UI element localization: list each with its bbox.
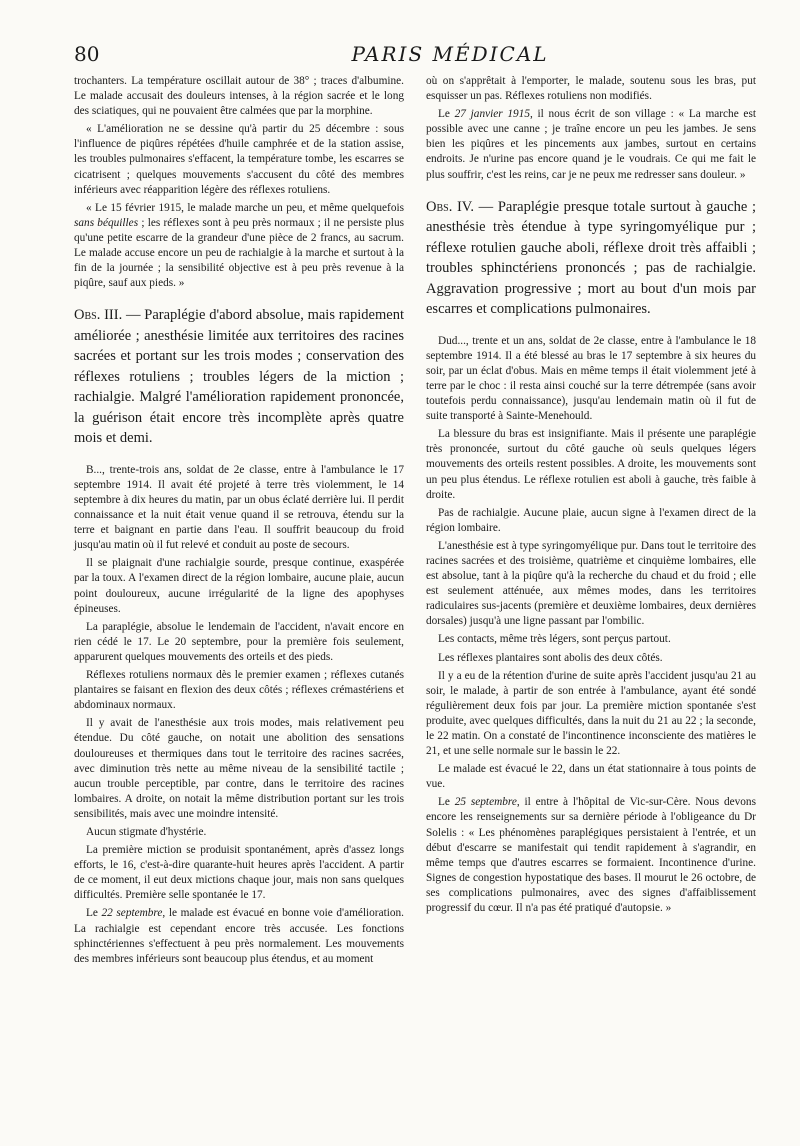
right-column [426, 74, 756, 970]
paragraph: Le 27 janvier 1915, il nous écrit de son village : « La marche est possible avec une canne ; je traîne encore un peu les jambes. Je sens bien les piqûres et les pincements aux jambes, surtout en certains endroits. Je n'urine pas encore quand je le voudrais. Ce qui me fait le plus souffrir, c'est les reins, car je ne peux me redresser sans douleur. » [426, 108, 756, 181]
paragraph: Aucun stigmate d'hystérie. [86, 825, 207, 838]
text-columns [74, 74, 756, 970]
paragraph: Le 22 septembre, le malade est évacué en bonne voie d'amélioration. La rachialgie est cependant encore très accusée. Les fonctions sphinctériennes s'effectuent à peu près normalement. Les mouvements des membres inférieurs sont beaucoup plus étendus, et au moment [74, 907, 404, 965]
paragraph: La blessure du bras est insignifiante. Mais il présente une paraplégie très prononcée, surtout du côté gauche où seuls quelques légers mouvements des orteils restent possibles. A droite, les mouvements sont un peu plus étendus. Le réflexe rotulien est aboli à gauche, très faible à droite. [426, 428, 756, 501]
paragraph: Le malade est évacué le 22, dans un état stationnaire à tous points de vue. [426, 763, 756, 791]
paragraph: Il y a eu de la rétention d'urine de suite après l'accident jusqu'au 21 au soir, le malade, à partir de son entrée à l'ambulance, ayant été sondé régulièrement deux fois par jour. La première miction spontanée s'est produite, avec quelques difficultés, dans la nuit du 21 au 22 ; la seconde, le 22 matin. On a constaté de l'incontinence inconsciente des matières le 21, et une selle normale sur le bassin le 22. [426, 669, 756, 758]
left-column [74, 74, 404, 970]
paragraph: Il se plaignait d'une rachialgie sourde, presque continue, exaspérée par la toux. A l'examen direct de la région lombaire, aucune plaie, aucun point douloureux, aucune irrégularité de la ligne des apophyses épineuses. [74, 557, 404, 615]
paragraph: B..., trente-trois ans, soldat de 2e classe, entre à l'ambulance le 17 septembre 1914. Il avait été projeté à terre très violemment, le 14 septembre à dix heures du matin, par un obus éclaté derrière lui. Il perdit connaissance et la nuit était venue quand il se retrouva, étendu sur la terre et baignant en partie dans l'eau. Il souffrit beaucoup du froid jusqu'au matin où il fut relevé et conduit au poste de secours. [74, 463, 404, 552]
paragraph: Les réflexes plantaires sont abolis des deux côtés. [438, 651, 663, 664]
paragraph: La paraplégie, absolue le lendemain de l'accident, n'avait encore en rien cédé le 17. Le 20 septembre, pour la première fois seulement, apparurent quelques mouvements des orteils et des pieds. [74, 620, 404, 663]
paragraph: Le 25 septembre, il entre à l'hôpital de Vic-sur-Cère. Nous devons encore les renseignements sur sa dernière période à l'obligeance du Dr Solelis : « Les phénomènes paraplégiques persistaient à l'entrée, et un début d'escarre se manifestait qui tendit rapidement à s'agrandir, en même temps que d'autres escarres se formaient. Incontinence d'urine. Signes de congestion hypostatique des bases. Il mourut le 26 octobre, de ses complications pulmonaires, avec des signes d'affaiblissement progressif du cœur. Il n'a pas été pratiqué d'autopsie. » [426, 796, 756, 915]
paragraph: « Le 15 février 1915, le malade marche un peu, et même quelquefois sans béquilles ; les réflexes sont à peu près normaux ; il ne persiste plus qu'une petite escarre de la grandeur d'une pièce de 2 francs, au sacrum. Le malade accuse encore un peu de rachialgie à la marche et surtout à la fin de la journée ; la sensibilité objective est à peu près revenue à la piqûre, sauf aux pieds. » [74, 201, 404, 290]
paragraph: La première miction se produisit spontanément, après d'assez longs efforts, le 16, c'est-à-dire quarante-huit heures après l'accident. A partir de ce moment, il eut deux mictions chaque jour, mais non sans quelques difficultés. Première selle spontanée le 17. [74, 844, 404, 902]
journal-title: PARIS MÉDICAL [351, 42, 549, 66]
observation-heading: Obs. III. — Paraplégie d'abord absolue, mais rapidement améliorée ; anesthésie limitée aux territoires des racines sacrées et portant sur les trois modes ; conservation des réflexes rotuliens ; troubles légers de la miction ; rachialgie. Malgré l'amélioration rapidement prononcée, la guérison était encore très incomplète après quatre mois et demi. [74, 307, 404, 447]
paragraph: L'anesthésie est à type syringomyélique pur. Dans tout le territoire des racines sacrées et des troisième, quatrième et cinquième lombaires, elle est absolue, tant à la piqûre qu'à la recherche du chaud et du froid ; elle est seulement atténuée, aux mêmes modes, dans les territoires radiculaires sus-jacents (première et deuxième lombaires, deux dernières dorsales) jusqu'à une ligne passant par l'ombilic. [426, 539, 756, 628]
observation-heading: Obs. IV. — Paraplégie presque totale surtout à gauche ; anesthésie très étendue à type syringomyélique pur ; réflexe rotulien gauche aboli, réflexe droit très affaibli ; troubles sphinctériens prononcés ; pas de rachialgie. Aggravation progressive ; mort au bout d'un mois par escarres et complications pulmonaires. [426, 198, 756, 318]
page-header [74, 38, 756, 70]
paragraph: trochanters. La température oscillait autour de 38° ; traces d'albumine. Le malade accusait des douleurs intenses, à la région sacrée et le long des sciatiques, qui ne pouvaient être calmées que par la morphine. [74, 75, 404, 118]
paragraph: Il y avait de l'anesthésie aux trois modes, mais relativement peu étendue. Du côté gauche, on notait une abolition des sensations douloureuses et thermiques dans tout le territoire des racines sacrées, avec diminution très nette au même niveau de la sensibilité tactile ; aucun trouble perceptible, par contre, dans le territoire des racines lombaires. A droite, on notait la même distribution portant sur les trois sensibilités, mais avec une moindre intensité. [74, 717, 404, 820]
paragraph: « L'amélioration ne se dessine qu'à partir du 25 décembre : sous l'influence de piqûres répétées d'huile camphrée et de la station assise, les troubles pulmonaires s'effacent, la température tombe, les escarres se cicatrisent ; quelques mouvements s'accusent du côté des membres inférieurs avec réapparition légère des réflexes rotuliens. [74, 123, 404, 196]
paragraph: Réflexes rotuliens normaux dès le premier examen ; réflexes cutanés plantaires se faisant en flexion des deux côtés ; réflexes crémastériens et abdominaux normaux. [74, 669, 404, 712]
page-number: 80 [74, 42, 100, 66]
paragraph: Dud..., trente et un ans, soldat de 2e classe, entre à l'ambulance le 18 septembre 1914. Il a été blessé au bras le 17 septembre à six heures du soir, par un éclat d'obus. Mais en même temps il était violemment jeté à terre par le choc : il resta ainsi couché sur la terre détrempée (sans avoir toutefois perdu connaissance), jusqu'au lendemain matin où il fut de suite transporté à Sainte-Menehould. [426, 334, 756, 423]
paragraph: Pas de rachialgie. Aucune plaie, aucun signe à l'examen direct de la région lombaire. [426, 506, 756, 534]
paragraph: où on s'apprêtait à l'emporter, le malade, soutenu sous les bras, put esquisser un pas. Réflexes rotuliens non modifiés. [426, 75, 756, 103]
paragraph: Les contacts, même très légers, sont perçus partout. [438, 633, 671, 646]
